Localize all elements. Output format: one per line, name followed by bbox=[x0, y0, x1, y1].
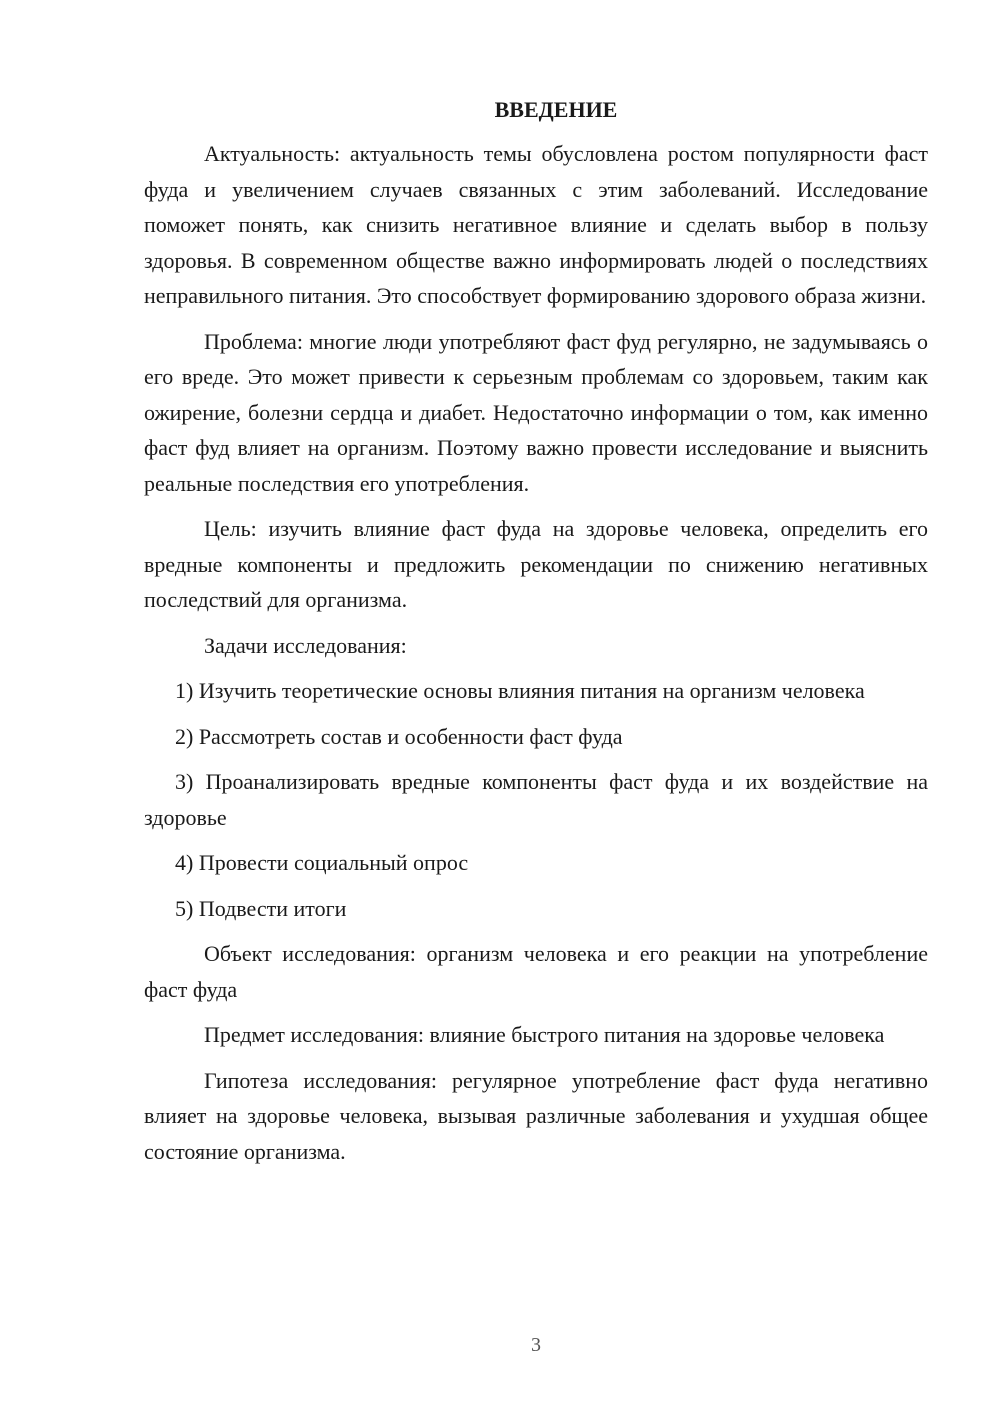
problem-paragraph: Проблема: многие люди употребляют фаст фуд регулярно, не задумываясь о его вреде. Это может привести к серьезным проблемам со здоровьем, таким как ожирение, болезни сердца и диабет. Недостаточно информации о том, как именно фаст фуд влияет на организм. Поэтому важно провести исследование и выяснить реальные последствия его употребления. bbox=[144, 328, 928, 496]
subject-paragraph: Предмет исследования: влияние быстрого питания на здоровье человека bbox=[204, 1022, 885, 1047]
task-item: 5) Подвести итоги bbox=[175, 895, 347, 921]
object-paragraph: Объект исследования: организм человека и его реакции на употребление фаст фуда bbox=[144, 941, 928, 1002]
task-item: 4) Провести социальный опрос bbox=[175, 850, 469, 875]
tasks-title: Задачи исследования: bbox=[204, 632, 407, 658]
task-item: 3) Проанализировать вредные компоненты фаст фуда и их воздействие на здоровье bbox=[144, 769, 928, 830]
hypothesis-paragraph: Гипотеза исследования: регулярное употребление фаст фуда негативно влияет на здоровье человека, вызывая различные заболевания и ухудшая общее состояние организма. bbox=[144, 1067, 928, 1164]
section-heading: ВВЕДЕНИЕ bbox=[494, 97, 618, 122]
relevance-paragraph: Актуальность: актуальность темы обусловлена ростом популярности фаст фуда и увеличением случаев связанных с этим заболеваний. Исследование поможет понять, как снизить негативное влияние и сделать выбор в пользу здоровья. В современном обществе важно информировать людей о последствиях неправильного питания. Это способствует формированию здорового образа жизни. bbox=[144, 141, 928, 308]
task-item: 2) Рассмотреть состав и особенности фаст фуда bbox=[175, 723, 623, 749]
task-item: 1) Изучить теоретические основы влияния питания на организм человека bbox=[175, 678, 865, 703]
goal-paragraph: Цель: изучить влияние фаст фуда на здоровье человека, определить его вредные компоненты и предложить рекомендации по снижению негативных последствий для организма. bbox=[144, 516, 928, 612]
document-page bbox=[144, 94, 928, 1179]
page-number: 3 bbox=[531, 1334, 541, 1356]
